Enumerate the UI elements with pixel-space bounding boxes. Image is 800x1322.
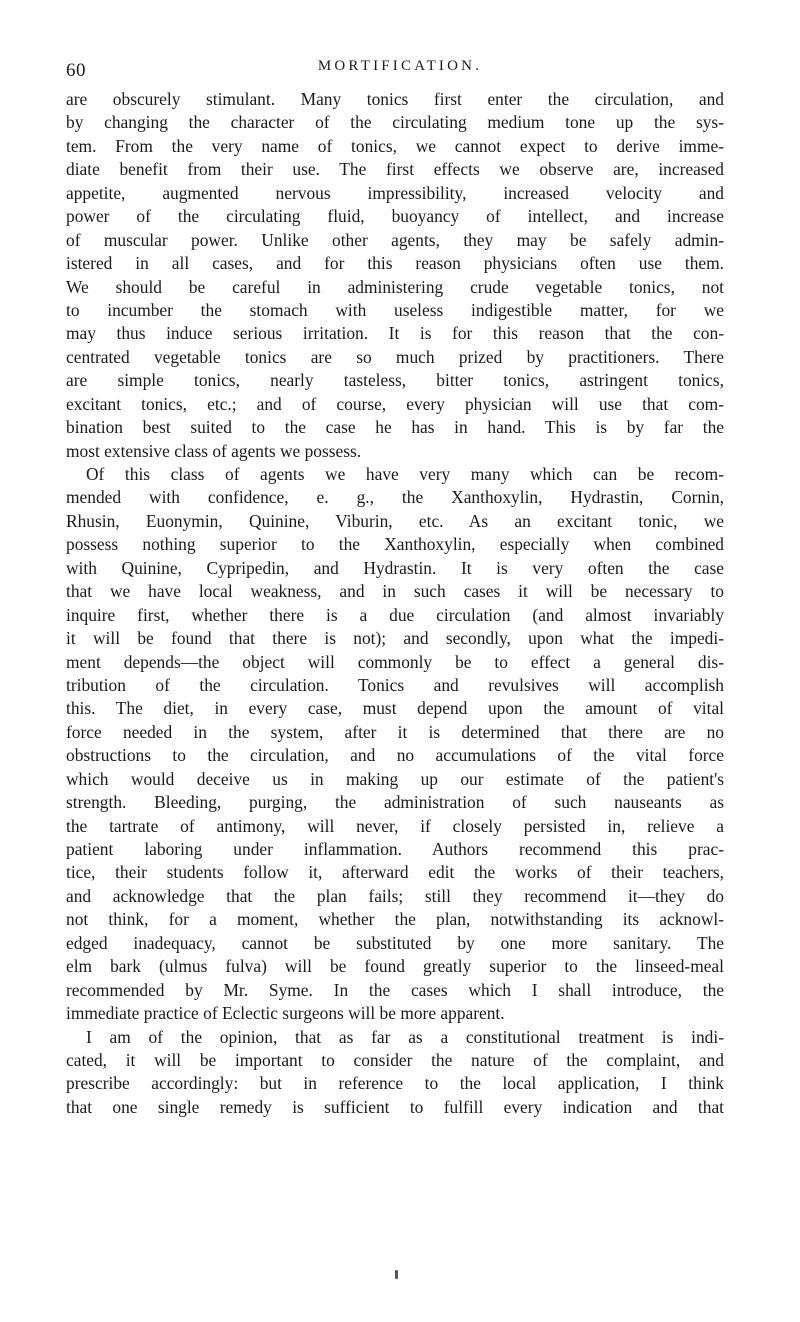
text-line: mended with confidence, e. g., the Xanthoxylin, Hydrastin, Cornin, (66, 487, 724, 508)
paragraph-start-line: I am of the opinion, that as far as a constitutional treatment is indi- (86, 1026, 724, 1047)
text-line: patient laboring under inflammation. Authors recommend this prac- (66, 839, 724, 859)
text-line: most extensive class of agents we possess. (66, 440, 362, 461)
text-line: We should be careful in administering crude vegetable tonics, not (66, 276, 724, 297)
text-line: this. The diet, in every case, must depend upon the amount of vital (66, 698, 724, 719)
text-line: the tartrate of antimony, will never, if closely persisted in, relieve a (66, 815, 724, 836)
text-line: are obscurely stimulant. Many tonics first enter the circulation, and (66, 89, 724, 109)
text-line: recommended by Mr. Syme. In the cases which I shall introduce, the (66, 979, 724, 1000)
print-mark (395, 1270, 398, 1279)
text-line: ment depends—the object will commonly be to effect a general dis- (66, 651, 724, 672)
text-line: by changing the character of the circulating medium tone up the sys- (66, 112, 724, 133)
text-line: elm bark (ulmus fulva) will be found greatly superior to the linseed-meal (66, 956, 724, 977)
page-number: 60 (66, 60, 86, 81)
text-line: centrated vegetable tonics are so much prized by practitioners. There (66, 346, 724, 367)
text-line: cated, it will be important to consider the nature of the complaint, and (66, 1049, 724, 1070)
text-line: istered in all cases, and for this reason physicians often use them. (66, 253, 724, 274)
text-line: inquire first, whether there is a due circulation (and almost invariably (66, 604, 724, 625)
text-line: prescribe accordingly: but in reference to the local application, I think (66, 1073, 724, 1094)
text-line: force needed in the system, after it is determined that there are no (66, 721, 724, 742)
paragraph-start-line: Of this class of agents we have very many which can be recom- (86, 464, 724, 484)
running-title: MORTIFICATION. (317, 58, 483, 74)
text-line: tem. From the very name of tonics, we cannot expect to derive imme- (66, 135, 724, 156)
text-line: Rhusin, Euonymin, Quinine, Viburin, etc. As an excitant tonic, we (66, 510, 724, 531)
text-line: tice, their students follow it, afterward edit the works of their teachers, (66, 862, 724, 883)
text-line: that we have local weakness, and in such cases it will be necessary to (66, 581, 724, 602)
text-line: bination best suited to the case he has in hand. This is by far the (66, 417, 724, 438)
text-line: immediate practice of Eclectic surgeons will be more apparent. (66, 1003, 505, 1024)
text-line: not think, for a moment, whether the plan, notwithstanding its acknowl- (66, 909, 724, 930)
text-line: appetite, augmented nervous impressibility, increased velocity and (66, 182, 724, 203)
text-line: obstructions to the circulation, and no accumulations of the vital force (66, 745, 724, 766)
text-line: which would deceive us in making up our estimate of the patient's (66, 768, 724, 789)
text-line: to incumber the stomach with useless indigestible matter, for we (66, 299, 724, 320)
text-line: excitant tonics, etc.; and of course, every physician will use that com- (66, 393, 724, 414)
text-line: tribution of the circulation. Tonics and revulsives will accomplish (66, 674, 724, 695)
text-line: may thus induce serious irritation. It is for this reason that the con- (66, 323, 724, 344)
text-line: edged inadequacy, cannot be substituted by one more sanitary. The (66, 932, 724, 953)
text-line: that one single remedy is sufficient to fulfill every indication and that (66, 1096, 724, 1117)
text-line: it will be found that there is not); and secondly, upon what the impedi- (66, 628, 724, 649)
text-line: are simple tonics, nearly tasteless, bitter tonics, astringent tonics, (66, 370, 724, 391)
text-line: and acknowledge that the plan fails; still they recommend it—they do (66, 885, 724, 906)
text-line: possess nothing superior to the Xanthoxylin, especially when combined (66, 534, 724, 555)
text-line: power of the circulating fluid, buoyancy of intellect, and increase (66, 206, 724, 227)
text-line: with Quinine, Cypripedin, and Hydrastin. It is very often the case (66, 557, 724, 578)
body-text (66, 88, 724, 1119)
text-line: strength. Bleeding, purging, the administration of such nauseants as (66, 792, 724, 813)
text-line: diate benefit from their use. The first effects we observe are, increased (66, 159, 724, 180)
text-line: of muscular power. Unlike other agents, they may be safely admin- (66, 229, 724, 250)
